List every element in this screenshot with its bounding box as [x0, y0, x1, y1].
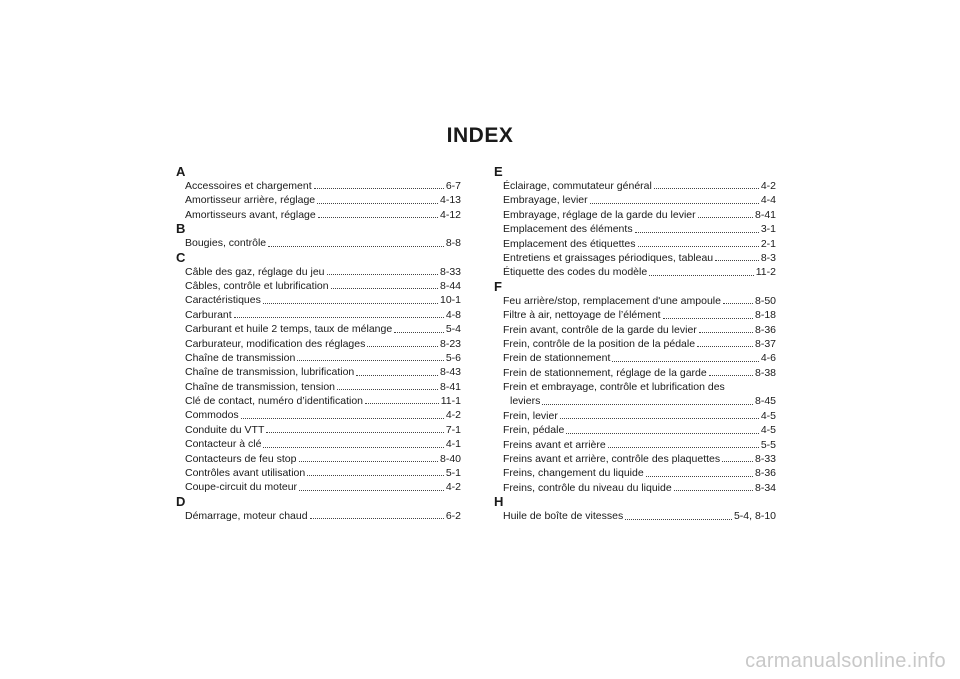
leader-dots — [263, 447, 443, 448]
entry-page: 5-5 — [760, 438, 776, 451]
section-letter: D — [176, 493, 186, 509]
entry-text: Freins avant et arrière — [503, 438, 606, 451]
entry-text: Filtre à air, nettoyage de l’élément — [503, 309, 661, 322]
entry-page: 4-2 — [445, 409, 461, 422]
leader-dots — [356, 375, 438, 376]
leader-dots — [299, 490, 444, 491]
entry-page: 4-5 — [760, 424, 776, 437]
leader-dots — [314, 188, 444, 189]
entry-text: Contacteurs de feu stop — [185, 452, 297, 465]
entry-page: 8-23 — [439, 337, 461, 350]
section-letter: E — [494, 164, 503, 179]
entry-page: 4-12 — [439, 208, 461, 221]
leader-dots — [699, 332, 753, 333]
entry-text: Câbles, contrôle et lubrification — [185, 279, 329, 292]
leader-dots — [663, 318, 753, 319]
entry-text: Étiquette des codes du modèle — [503, 266, 648, 279]
index-entry[interactable] — [494, 466, 776, 480]
leader-dots — [590, 203, 759, 204]
index-entry[interactable] — [176, 365, 461, 379]
entry-text: Entretiens et graissages périodiques, tableau — [503, 251, 714, 264]
entry-text: Feu arrière/stop, remplacement d'une ampoule — [503, 294, 721, 307]
index-entry[interactable] — [494, 509, 776, 523]
index-entry[interactable] — [176, 236, 461, 250]
leader-dots — [625, 519, 732, 520]
entry-text: Emplacement des éléments — [503, 223, 633, 236]
leader-dots — [297, 360, 444, 361]
entry-text: Commodos — [185, 409, 239, 422]
entry-page: 4-8 — [445, 308, 461, 321]
entry-text: Éclairage, commutateur général — [503, 180, 652, 192]
page-title: INDEX — [446, 124, 514, 147]
entry-text: Caractéristiques — [185, 294, 261, 307]
leader-dots — [394, 332, 444, 333]
leader-dots — [542, 404, 753, 405]
entry-text: Carburateur, modification des réglages — [185, 337, 366, 350]
leader-dots — [635, 232, 759, 233]
entry-text: Frein, levier — [503, 409, 558, 422]
entry-page: 8-41 — [439, 380, 461, 393]
index-entry[interactable] — [494, 438, 776, 452]
leader-dots — [327, 274, 438, 275]
entry-page: 3-1 — [760, 223, 776, 236]
section-letter: A — [176, 164, 186, 179]
index-entry-continuation[interactable] — [494, 394, 776, 408]
index-entry[interactable] — [494, 237, 776, 251]
index-entry[interactable] — [176, 452, 461, 466]
index-entry[interactable] — [176, 279, 461, 293]
index-entry[interactable] — [176, 193, 461, 207]
entry-page: 5-4, 8-10 — [733, 510, 776, 523]
entry-page: 8-41 — [754, 208, 776, 221]
entry-text: Frein de stationnement, réglage de la garde — [503, 366, 707, 379]
leader-dots — [646, 476, 753, 477]
index-entry[interactable] — [176, 480, 461, 494]
entry-text: Carburant et huile 2 temps, taux de mélange — [185, 323, 393, 336]
index-entry[interactable] — [494, 208, 776, 222]
entry-page: 8-3 — [760, 251, 776, 264]
index-entry[interactable] — [176, 308, 461, 322]
entry-text: leviers — [510, 395, 541, 408]
entry-text: Amortisseurs avant, réglage — [185, 208, 316, 221]
leader-dots — [318, 217, 438, 218]
entry-page: 8-34 — [754, 481, 776, 494]
leader-dots — [331, 288, 438, 289]
index-entry[interactable] — [494, 222, 776, 236]
index-entry[interactable] — [176, 437, 461, 451]
section-letter: B — [176, 221, 186, 237]
leader-dots — [367, 346, 438, 347]
entry-page: 8-38 — [754, 366, 776, 379]
entry-text: Chaîne de transmission — [185, 351, 296, 364]
entry-page: 5-4 — [445, 323, 461, 336]
index-entry[interactable] — [176, 394, 461, 408]
leader-dots — [723, 303, 753, 304]
entry-page: 8-36 — [754, 467, 776, 480]
entry-text: Frein avant, contrôle de la garde du levier — [503, 323, 697, 336]
index-entry[interactable] — [176, 322, 461, 336]
leader-dots — [709, 375, 753, 376]
entry-text: Frein, pédale — [503, 424, 565, 437]
entry-page: 8-43 — [439, 366, 461, 379]
leader-dots — [698, 217, 753, 218]
watermark: carmanualsonline.info — [745, 650, 946, 672]
leader-dots — [697, 346, 753, 347]
entry-page: 8-18 — [754, 309, 776, 322]
entry-page: 8-33 — [754, 453, 776, 466]
entry-text: Contacteur à clé — [185, 438, 262, 451]
entry-page: 10-1 — [439, 294, 461, 307]
index-entry[interactable] — [494, 323, 776, 337]
section-letter: C — [176, 249, 186, 265]
leader-dots — [560, 418, 759, 419]
entry-text: Câble des gaz, réglage du jeu — [185, 265, 325, 278]
index-entry[interactable] — [494, 423, 776, 437]
entry-page: 8-44 — [439, 279, 461, 292]
entry-page: 6-7 — [445, 180, 461, 192]
leader-dots — [715, 260, 759, 261]
entry-page: 2-1 — [760, 237, 776, 250]
entry-page: 11-1 — [440, 395, 461, 408]
leader-dots — [317, 203, 438, 204]
entry-text: Clé de contact, numéro d’identification — [185, 395, 364, 408]
index-entry[interactable] — [176, 423, 461, 437]
leader-dots — [612, 361, 758, 362]
section-letter: F — [494, 278, 502, 294]
entry-text: Freins, changement du liquide — [503, 467, 644, 480]
leader-dots — [307, 475, 444, 476]
entry-page: 7-1 — [445, 423, 461, 436]
index-entry[interactable] — [176, 351, 461, 365]
leader-dots — [234, 317, 444, 318]
leader-dots — [722, 461, 753, 462]
entry-page: 5-1 — [445, 467, 461, 480]
entry-page: 8-40 — [439, 452, 461, 465]
index-entry[interactable] — [494, 179, 776, 193]
index-entry[interactable] — [176, 380, 461, 394]
index-entry[interactable] — [176, 466, 461, 480]
index-entry[interactable] — [494, 308, 776, 322]
index-entry[interactable] — [176, 265, 461, 279]
entry-page: 4-6 — [760, 352, 776, 365]
entry-page: 4-2 — [760, 180, 776, 192]
index-entry[interactable] — [494, 481, 776, 495]
entry-text: Frein et embrayage, contrôle et lubrification des — [503, 381, 725, 394]
leader-dots — [365, 403, 439, 404]
index-entry[interactable] — [176, 509, 461, 523]
leader-dots — [241, 418, 444, 419]
entry-page: 4-2 — [445, 481, 461, 494]
leader-dots — [638, 246, 759, 247]
entry-text: Contrôles avant utilisation — [185, 467, 306, 480]
index-entry[interactable] — [494, 337, 776, 351]
entry-text: Frein de stationnement — [503, 352, 611, 365]
entry-text: Démarrage, moteur chaud — [185, 509, 308, 522]
leader-dots — [266, 432, 443, 433]
entry-page: 8-45 — [754, 395, 776, 408]
leader-dots — [310, 518, 444, 519]
entry-page: 8-37 — [754, 337, 776, 350]
entry-text: Bougies, contrôle — [185, 237, 267, 250]
leader-dots — [337, 389, 438, 390]
entry-text: Conduite du VTT — [185, 423, 265, 436]
index-entry[interactable] — [176, 293, 461, 307]
entry-text: Frein, contrôle de la position de la pédale — [503, 337, 696, 350]
section-letter: H — [494, 494, 504, 510]
entry-text: Emplacement des étiquettes — [503, 237, 636, 250]
entry-text: Embrayage, réglage de la garde du levier — [503, 208, 696, 221]
entry-text: Amortisseur arrière, réglage — [185, 194, 316, 207]
leader-dots — [674, 490, 753, 491]
entry-text: Huile de boîte de vitesses — [503, 510, 624, 523]
entry-text: Coupe-circuit du moteur — [185, 481, 298, 494]
index-column-right — [494, 165, 776, 524]
leader-dots — [608, 447, 759, 448]
leader-dots — [566, 433, 759, 434]
leader-dots — [268, 246, 444, 247]
entry-page: 8-50 — [754, 294, 776, 307]
entry-page: 4-4 — [760, 194, 776, 207]
leader-dots — [649, 275, 754, 276]
index-entry[interactable] — [176, 208, 461, 222]
entry-page: 8-33 — [439, 265, 461, 278]
entry-page: 4-13 — [439, 194, 461, 207]
entry-text: Freins avant et arrière, contrôle des plaquettes — [503, 453, 721, 466]
index-entry[interactable] — [494, 366, 776, 380]
leader-dots — [263, 303, 438, 304]
index-entry[interactable] — [494, 193, 776, 207]
entry-text: Accessoires et chargement — [185, 180, 312, 192]
index-entry[interactable] — [494, 351, 776, 365]
index-column-left — [176, 165, 461, 523]
index-entry[interactable] — [494, 409, 776, 423]
index-entry[interactable] — [176, 179, 461, 193]
entry-page: 5-6 — [445, 351, 461, 364]
entry-page: 4-1 — [445, 438, 461, 451]
index-entry[interactable] — [494, 265, 776, 279]
entry-text: Carburant — [185, 308, 232, 321]
index-entry[interactable] — [494, 251, 776, 265]
index-entry[interactable] — [494, 380, 776, 394]
index-entry[interactable] — [494, 294, 776, 308]
entry-text: Embrayage, levier — [503, 194, 588, 207]
entry-text: Chaîne de transmission, lubrification — [185, 366, 355, 379]
index-entry[interactable] — [176, 408, 461, 422]
index-entry[interactable] — [176, 337, 461, 351]
index-entry[interactable] — [494, 452, 776, 466]
entry-page: 6-2 — [445, 509, 461, 522]
entry-text: Freins, contrôle du niveau du liquide — [503, 481, 672, 494]
entry-page: 8-8 — [445, 237, 461, 250]
entry-page: 4-5 — [760, 409, 776, 422]
entry-page: 11-2 — [755, 266, 776, 279]
leader-dots — [654, 188, 759, 189]
entry-page: 8-36 — [754, 323, 776, 336]
leader-dots — [299, 461, 438, 462]
entry-text: Chaîne de transmission, tension — [185, 380, 335, 393]
